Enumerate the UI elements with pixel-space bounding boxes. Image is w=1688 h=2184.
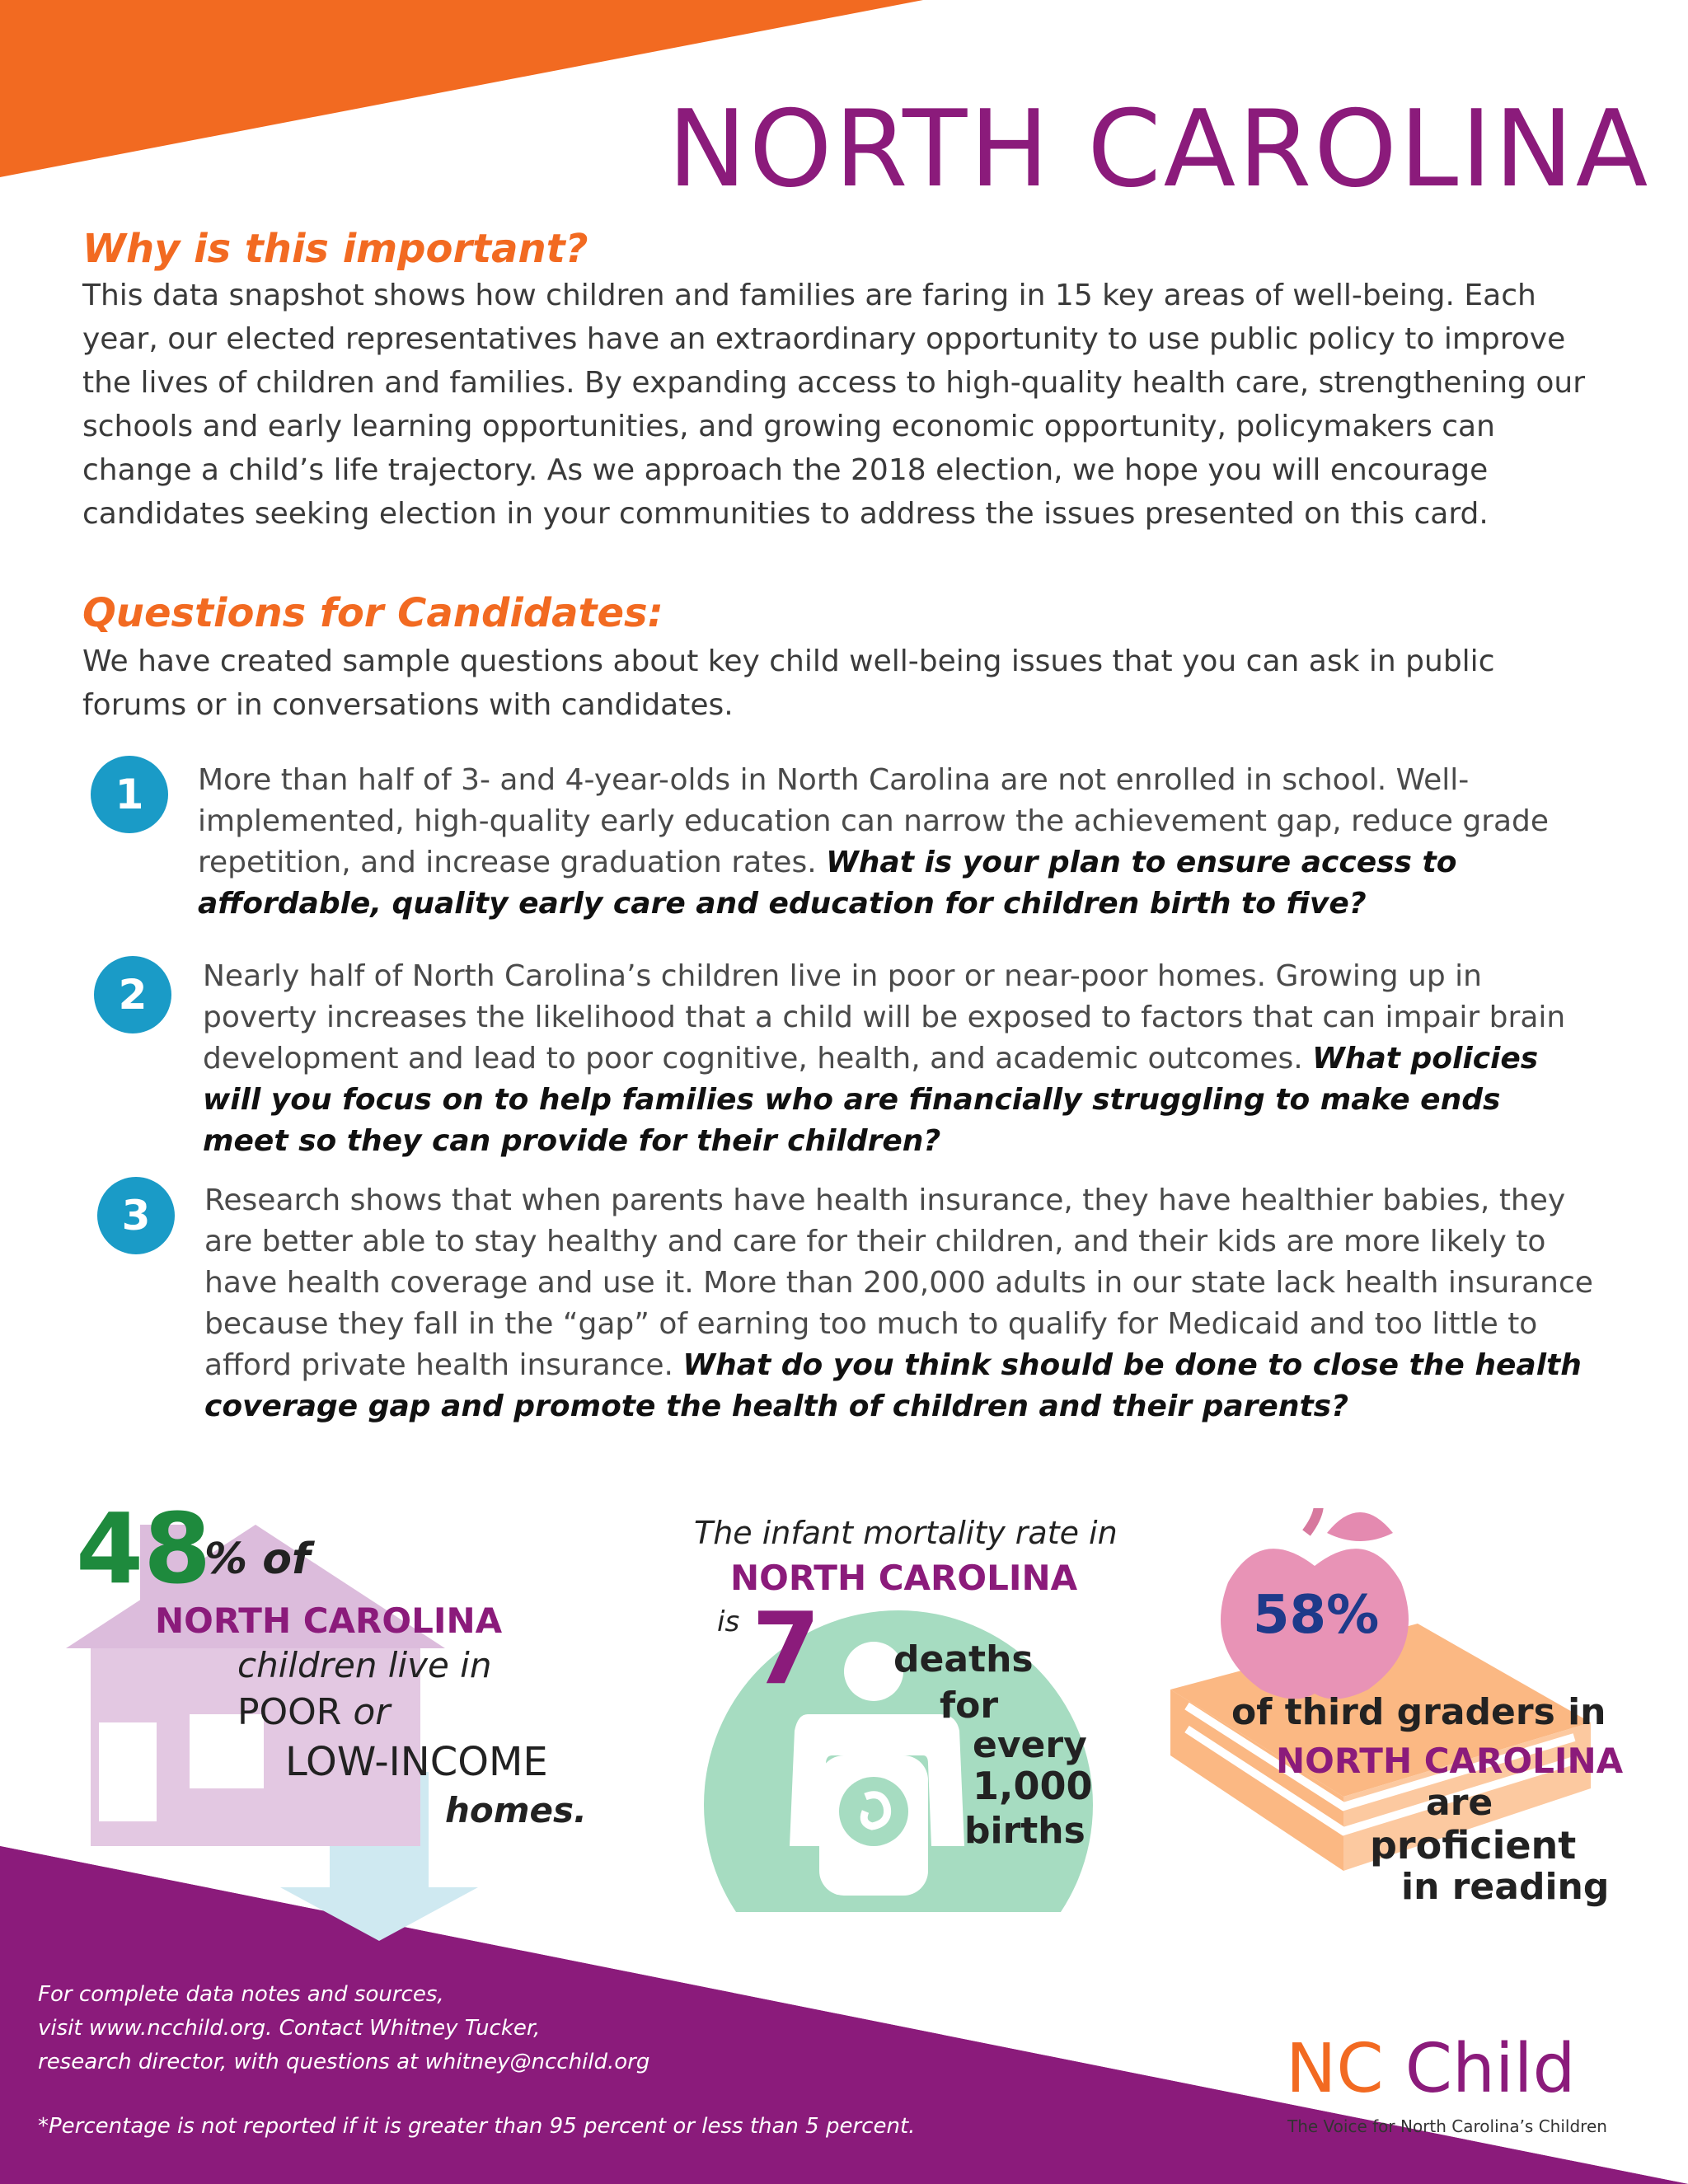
footer-sources bbox=[38, 1978, 649, 2079]
footer-note: *Percentage is not reported if it is greater than 95 percent or less than 5 percent. bbox=[38, 2114, 916, 2139]
infant-w1: deaths bbox=[893, 1638, 1034, 1680]
infant-w4: 1,000 bbox=[973, 1764, 1093, 1808]
poverty-poor: POOR bbox=[237, 1691, 342, 1733]
infant-state: NORTH CAROLINA bbox=[730, 1558, 1078, 1598]
question-number-1: 1 bbox=[91, 756, 168, 833]
question-3 bbox=[204, 1180, 1597, 1427]
infant-w5: births bbox=[964, 1810, 1085, 1852]
logo-child: Child bbox=[1404, 2030, 1576, 2108]
poverty-line4: homes. bbox=[445, 1790, 587, 1830]
question-2-ask: What policies will you focus on to help families who are financially struggling to make ends meet so they can provide for their children? bbox=[203, 1042, 1539, 1158]
why-heading: Why is this important? bbox=[82, 226, 588, 272]
infant-value: 7 bbox=[752, 1592, 821, 1707]
reading-w1: are bbox=[1426, 1782, 1493, 1824]
logo-tagline: The Voice for North Carolina’s Children bbox=[1287, 2116, 1607, 2136]
footer-line1: For complete data notes and sources, bbox=[38, 1982, 444, 2007]
page-title: NORTH CAROLINA bbox=[668, 88, 1651, 211]
reading-w2: proficient bbox=[1370, 1823, 1577, 1868]
questions-intro: We have created sample questions about key child well-being issues that you can ask in public forums or in conversations with candidates. bbox=[82, 644, 1495, 722]
reading-w3: in reading bbox=[1401, 1866, 1610, 1908]
why-body: This data snapshot shows how children and families are faring in 15 key areas of well-being. Each year, our elected representatives have an extraordinary opportunity to use public policy to improve the lives of children and families. By expanding access to high-quality health care, strengthening our schools and early learning opportunities, and growing economic opportunity, policymakers can change a child’s life trajectory. As we approach the 2018 election, we hope you will encourage candidates seeking election in your communities to address the issues presented on this card. bbox=[82, 279, 1585, 531]
question-number-3: 3 bbox=[97, 1177, 175, 1254]
question-number-2: 2 bbox=[94, 956, 171, 1033]
question-3-ask: What do you think should be done to close the health coverage gap and promote the health of children and their parents? bbox=[204, 1348, 1582, 1423]
reading-state: NORTH CAROLINA bbox=[1276, 1741, 1624, 1781]
question-1-context: More than half of 3- and 4-year-olds in North Carolina are not enrolled in school. Well-implemented, high-quality early education can narrow the achievement gap, reduce grade repetition, and increase graduation rates. bbox=[198, 763, 1550, 879]
infant-w3: every bbox=[973, 1724, 1087, 1766]
questions-heading: Questions for Candidates: bbox=[82, 590, 663, 636]
infant-is: is bbox=[717, 1605, 740, 1638]
infant-intro: The infant mortality rate in bbox=[694, 1515, 1118, 1551]
nc-child-logo bbox=[1286, 2030, 1576, 2108]
poverty-state: NORTH CAROLINA bbox=[155, 1601, 503, 1641]
poverty-line1: children live in bbox=[237, 1645, 492, 1685]
poverty-or: or bbox=[341, 1691, 391, 1733]
question-1-ask: What is your plan to ensure access to affordable, quality early care and education for children birth to five? bbox=[198, 846, 1457, 921]
footer-line3: research director, with questions at whitney@ncchild.org bbox=[38, 2050, 650, 2074]
infant-w2: for bbox=[940, 1685, 999, 1727]
footer-line2: visit www.ncchild.org. Contact Whitney Tucker, bbox=[38, 2016, 541, 2041]
poverty-value: 48 bbox=[76, 1492, 212, 1605]
question-2 bbox=[203, 956, 1587, 1162]
question-3-context: Research shows that when parents have health insurance, they have healthier babies, they are better able to stay healthy and care for their children, and their kids are more likely to have health coverage and use it. More than 200,000 adults in our state lack health insurance because they fall in the “gap” of earning too much to qualify for Medicaid and too little to afford private health insurance. bbox=[204, 1183, 1593, 1382]
logo-nc: NC bbox=[1286, 2030, 1384, 2108]
poverty-line3: LOW-INCOME bbox=[285, 1739, 548, 1785]
poverty-pct-of: % of bbox=[204, 1535, 311, 1584]
reading-line1: of third graders in bbox=[1231, 1691, 1606, 1733]
question-2-context: Nearly half of North Carolina’s children live in poor or near-poor homes. Growing up in poverty increases the likelihood that a child will be exposed to factors that can impair brain development and lead to poor cognitive, health, and academic outcomes. bbox=[203, 959, 1566, 1076]
poverty-line2 bbox=[237, 1691, 390, 1733]
reading-value: 58% bbox=[1253, 1585, 1380, 1646]
question-1 bbox=[198, 760, 1582, 925]
